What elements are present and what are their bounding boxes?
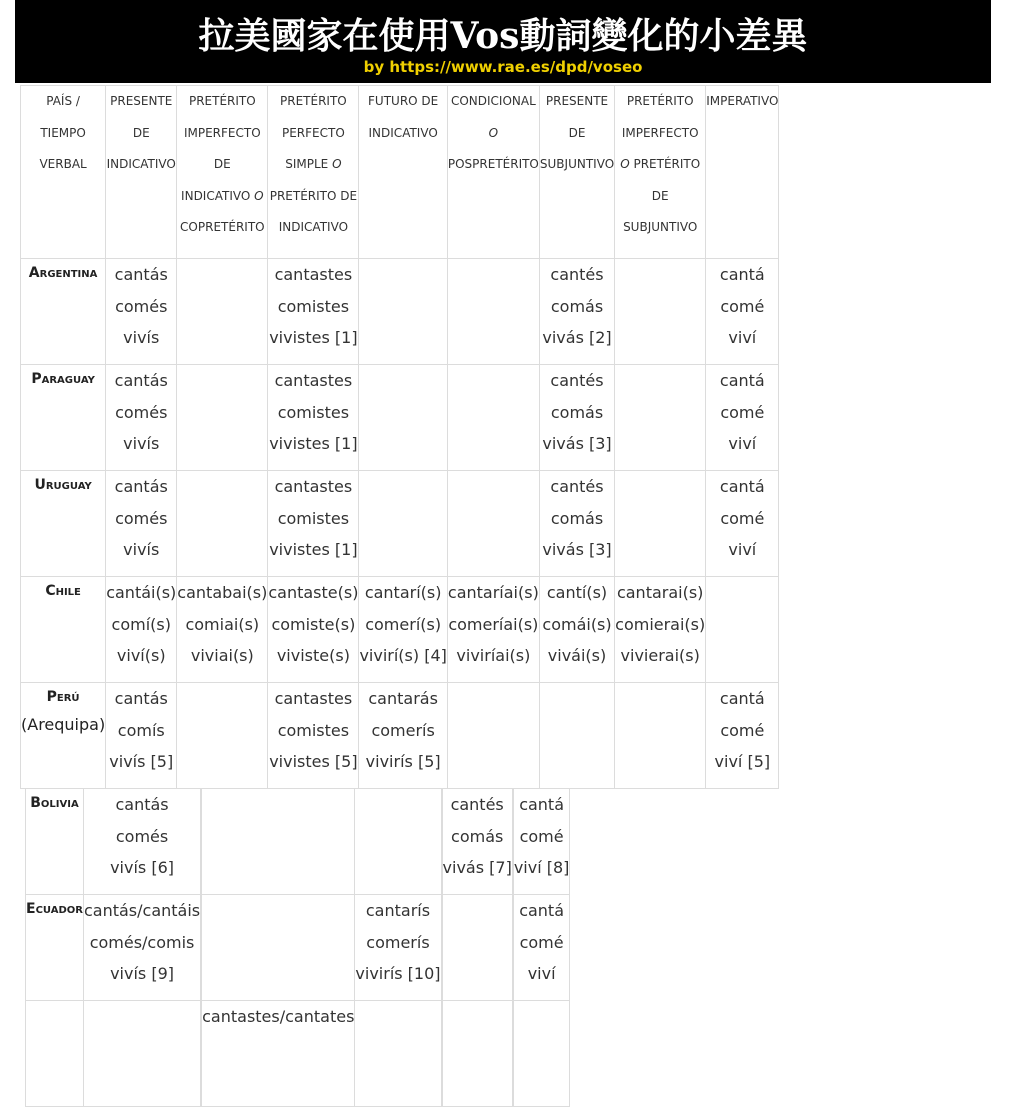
conjugation-form: viví [728,434,757,453]
conjugation-cell [355,1001,441,1107]
conjugation-form: viví [728,328,757,347]
table-row [26,1001,570,1107]
table-row [21,259,779,365]
conjugation-form: cantá [719,689,765,708]
conjugation-form: vivistes [5] [269,752,358,771]
conjugation-form: comái(s) [542,614,612,634]
column-header-line: PRESENTE DE [110,94,173,140]
conjugation-cell [706,577,779,683]
title-banner [15,0,991,83]
conjugation-form: cantastes [274,689,353,708]
conjugation-cell [268,259,359,365]
conjugation-form: comés [115,402,168,422]
conjugation-form: comiai(s) [185,614,260,634]
column-header-line: TIEMPO VERBAL [39,125,87,171]
column-header-line: INDICATIVO [368,125,438,140]
conjugation-cell [539,577,614,683]
conjugation-form: comerís [371,720,435,740]
column-header-line: PRESENTE DE [545,94,609,140]
conjugation-form: vivistes [1] [269,540,358,559]
conjugation-form: vivistes [1] [269,328,358,347]
conjugation-cell [615,471,706,577]
banner-title: 拉美國家在使用Vos動詞變化的小差異 [198,15,808,57]
country-cell [21,365,106,471]
conjugation-form: comás [550,508,604,528]
conjugation-form: vivás [7] [442,858,512,877]
country-cell [26,789,84,895]
conjugation-form: cantastes [274,477,353,496]
conjugation-cell [539,471,614,577]
conjugation-cell [447,259,539,365]
conjugation-cell [359,577,447,683]
conjugation-cell [83,789,200,895]
conjugation-form: cantés [450,795,504,814]
conjugation-form: cantarai(s) [616,583,704,602]
country-name: Uruguay [34,477,92,493]
voseo-table-bottom [25,788,570,1107]
column-header-line: POSPRETÉRITO [447,157,539,171]
conjugation-cell [177,683,268,789]
country-name: Argentina [28,265,98,281]
table-row [21,365,779,471]
conjugation-cell [539,259,614,365]
conjugation-form: viví(s) [116,646,166,665]
conjugation-form: comés [115,826,169,846]
conjugation-form: vivís [5] [109,752,174,771]
column-header-line: IMPERFECTO [621,125,699,140]
conjugation-cell [202,1001,355,1107]
conjugation-form: comás [451,826,504,846]
header-row [21,86,779,259]
column-header-line: PRETÉRITO [188,94,256,108]
country-cell [21,683,106,789]
conjugation-cell [615,577,706,683]
conjugation-form: cantastes [274,265,353,284]
conjugation-cell [359,365,447,471]
conjugation-cell [442,1001,512,1107]
column-header [615,86,706,259]
conjugation-cell [615,365,706,471]
conjugation-form: vivís [6] [110,858,174,877]
conjugation-cell [442,789,512,895]
conjugation-form: cantái(s) [106,583,177,602]
table-row [26,895,570,1001]
conjugation-form: viví [728,540,757,559]
conjugation-cell [177,577,268,683]
conjugation-form: cantarás [368,689,438,708]
conjugation-form: comés/comis [89,932,195,952]
conjugation-cell [202,895,355,1001]
country-cell [21,577,106,683]
table-row [21,471,779,577]
conjugation-form: comistes [277,508,350,528]
conjugation-cell [513,1001,570,1107]
conjugation-form: vivís [123,328,160,347]
conjugation-form: comás [550,296,604,316]
conjugation-form: cantás [114,371,168,390]
conjugation-cell [442,895,512,1001]
conjugation-form: cantés [550,265,604,284]
conjugation-form: vivirís [5] [365,752,441,771]
column-header-line: SUBJUNTIVO [623,220,698,234]
conjugation-cell [106,259,177,365]
conjugation-form: viviste(s) [276,646,350,665]
conjugation-cell [706,471,779,577]
conjugation-cell [177,365,268,471]
conjugation-form: comé [720,296,765,316]
conjugation-form: viviai(s) [190,646,254,665]
conjugation-form: viví [8] [513,858,570,877]
conjugation-cell [539,365,614,471]
conjugation-form: cantá [519,901,565,920]
column-header [359,86,447,259]
conjugation-form: comierai(s) [615,614,706,634]
conjugation-form: cantarí(s) [364,583,442,602]
conjugation-form: viviríai(s) [456,646,531,665]
conjugation-form: comerís [366,932,430,952]
conjugation-form: vivás [3] [542,434,612,453]
country-cell [21,471,106,577]
conjugation-form: vivierai(s) [620,646,700,665]
conjugation-cell [268,471,359,577]
conjugation-form: cantás/cantáis [83,901,201,920]
conjugation-form: vivís [123,540,160,559]
conjugation-form: comé [519,826,564,846]
conjugation-form: cantaríai(s) [447,583,539,602]
column-header-line: DE [651,188,669,203]
table-row [21,577,779,683]
column-header [706,86,779,259]
conjugation-form: comés [115,296,168,316]
conjugation-form: comé [519,932,564,952]
conjugation-form: vivás [2] [542,328,612,347]
column-header-line: SUBJUNTIVO [539,157,615,171]
conjugation-form: vivís [9] [110,964,174,983]
column-header-line: PRETÉRITO [626,94,694,108]
conjugation-form: cantá [519,795,565,814]
column-header-line: IMPERFECTO [183,125,261,140]
country-cell [21,259,106,365]
column-header-line: O PRETÉRITO [620,157,701,171]
table-row [26,789,570,895]
conjugation-form: cantás [115,795,169,814]
conjugation-form: cantaste(s) [268,583,359,602]
column-header-line: SIMPLE O PRETÉRITO DE [269,157,358,203]
conjugation-form: comí(s) [111,614,171,634]
country-name: Ecuador [26,901,83,917]
conjugation-form: vivistes [1] [269,434,358,453]
conjugation-cell [513,895,570,1001]
conjugation-form: cantá [719,477,765,496]
conjugation-form: cantabai(s) [177,583,268,602]
conjugation-form: vivás [3] [542,540,612,559]
conjugation-form: comás [550,402,604,422]
conjugation-cell [177,471,268,577]
conjugation-form: comistes [277,402,350,422]
conjugation-cell [706,683,779,789]
conjugation-cell [706,259,779,365]
column-header-line: INDICATIVO [278,220,349,234]
conjugation-form: vivirí(s) [4] [359,646,447,665]
conjugation-cell [268,577,359,683]
conjugation-cell [359,683,447,789]
conjugation-form: comé [720,402,765,422]
conjugation-cell [106,577,177,683]
column-header-line: DE [213,157,231,171]
conjugation-form: comerí(s) [365,614,442,634]
conjugation-form: comís [117,720,165,740]
country-subregion: (Arequipa) [21,715,106,734]
conjugation-form: comé [720,508,765,528]
conjugation-cell [615,683,706,789]
column-header-line: INDICATIVO [106,157,176,171]
column-header-line: CONDICIONAL [450,94,536,108]
conjugation-cell [106,471,177,577]
column-header [447,86,539,259]
conjugation-cell [268,683,359,789]
conjugation-cell [447,471,539,577]
country-name: Perú [46,689,80,705]
conjugation-form: cantarís [365,901,431,920]
conjugation-form: vivís [123,434,160,453]
conjugation-form: cantastes/cantates [202,1007,355,1026]
conjugation-form: viví [5] [714,752,771,771]
conjugation-form: comés [115,508,168,528]
conjugation-form: comistes [277,720,350,740]
conjugation-cell [447,365,539,471]
conjugation-form: cantés [550,477,604,496]
conjugation-form: comeríai(s) [448,614,539,634]
conjugation-cell [177,259,268,365]
conjugation-form: cantés [550,371,604,390]
conjugation-cell [359,259,447,365]
column-header-line: COPRETÉRITO [180,220,265,234]
conjugation-cell [615,259,706,365]
column-header [539,86,614,259]
column-header-line: O [488,125,499,140]
conjugation-cell [83,895,200,1001]
conjugation-cell [447,577,539,683]
conjugation-cell [355,789,441,895]
country-cell [26,1001,84,1107]
column-header [106,86,177,259]
conjugation-form: cantá [719,265,765,284]
conjugation-cell [355,895,441,1001]
column-header-line: PRETÉRITO PERFECTO [280,94,347,140]
conjugation-form: comiste(s) [271,614,356,634]
conjugation-cell [539,683,614,789]
conjugation-form: cantastes [274,371,353,390]
column-header-line: IMPERATIVO [706,94,779,108]
column-header-line: PAÍS / [46,94,80,108]
conjugation-form: cantás [114,477,168,496]
conjugation-cell [706,365,779,471]
table-row [21,683,779,789]
conjugation-cell [202,789,355,895]
banner-subtitle: by https://www.rae.es/dpd/voseo [363,58,643,76]
country-name: Chile [45,583,81,599]
conjugation-cell [447,683,539,789]
column-header-line: FUTURO DE [368,94,439,108]
column-header [268,86,359,259]
conjugation-form: cantá [719,371,765,390]
conjugation-cell [83,1001,200,1107]
conjugation-cell [513,789,570,895]
conjugation-form: comé [720,720,765,740]
conjugation-form: vivái(s) [547,646,607,665]
conjugation-form: cantás [114,689,168,708]
conjugation-form: cantás [114,265,168,284]
conjugation-cell [359,471,447,577]
conjugation-cell [106,365,177,471]
conjugation-form: cantí(s) [546,583,608,602]
column-header-line: INDICATIVO O [181,188,264,203]
country-name: Bolivia [30,795,79,811]
conjugation-cell [106,683,177,789]
voseo-table-top [20,85,779,789]
country-name: Paraguay [31,371,95,387]
conjugation-form: vivirís [10] [355,964,441,983]
conjugation-cell [268,365,359,471]
conjugation-form: comistes [277,296,350,316]
conjugation-form: viví [527,964,556,983]
column-header [21,86,106,259]
column-header [177,86,268,259]
country-cell [26,895,84,1001]
